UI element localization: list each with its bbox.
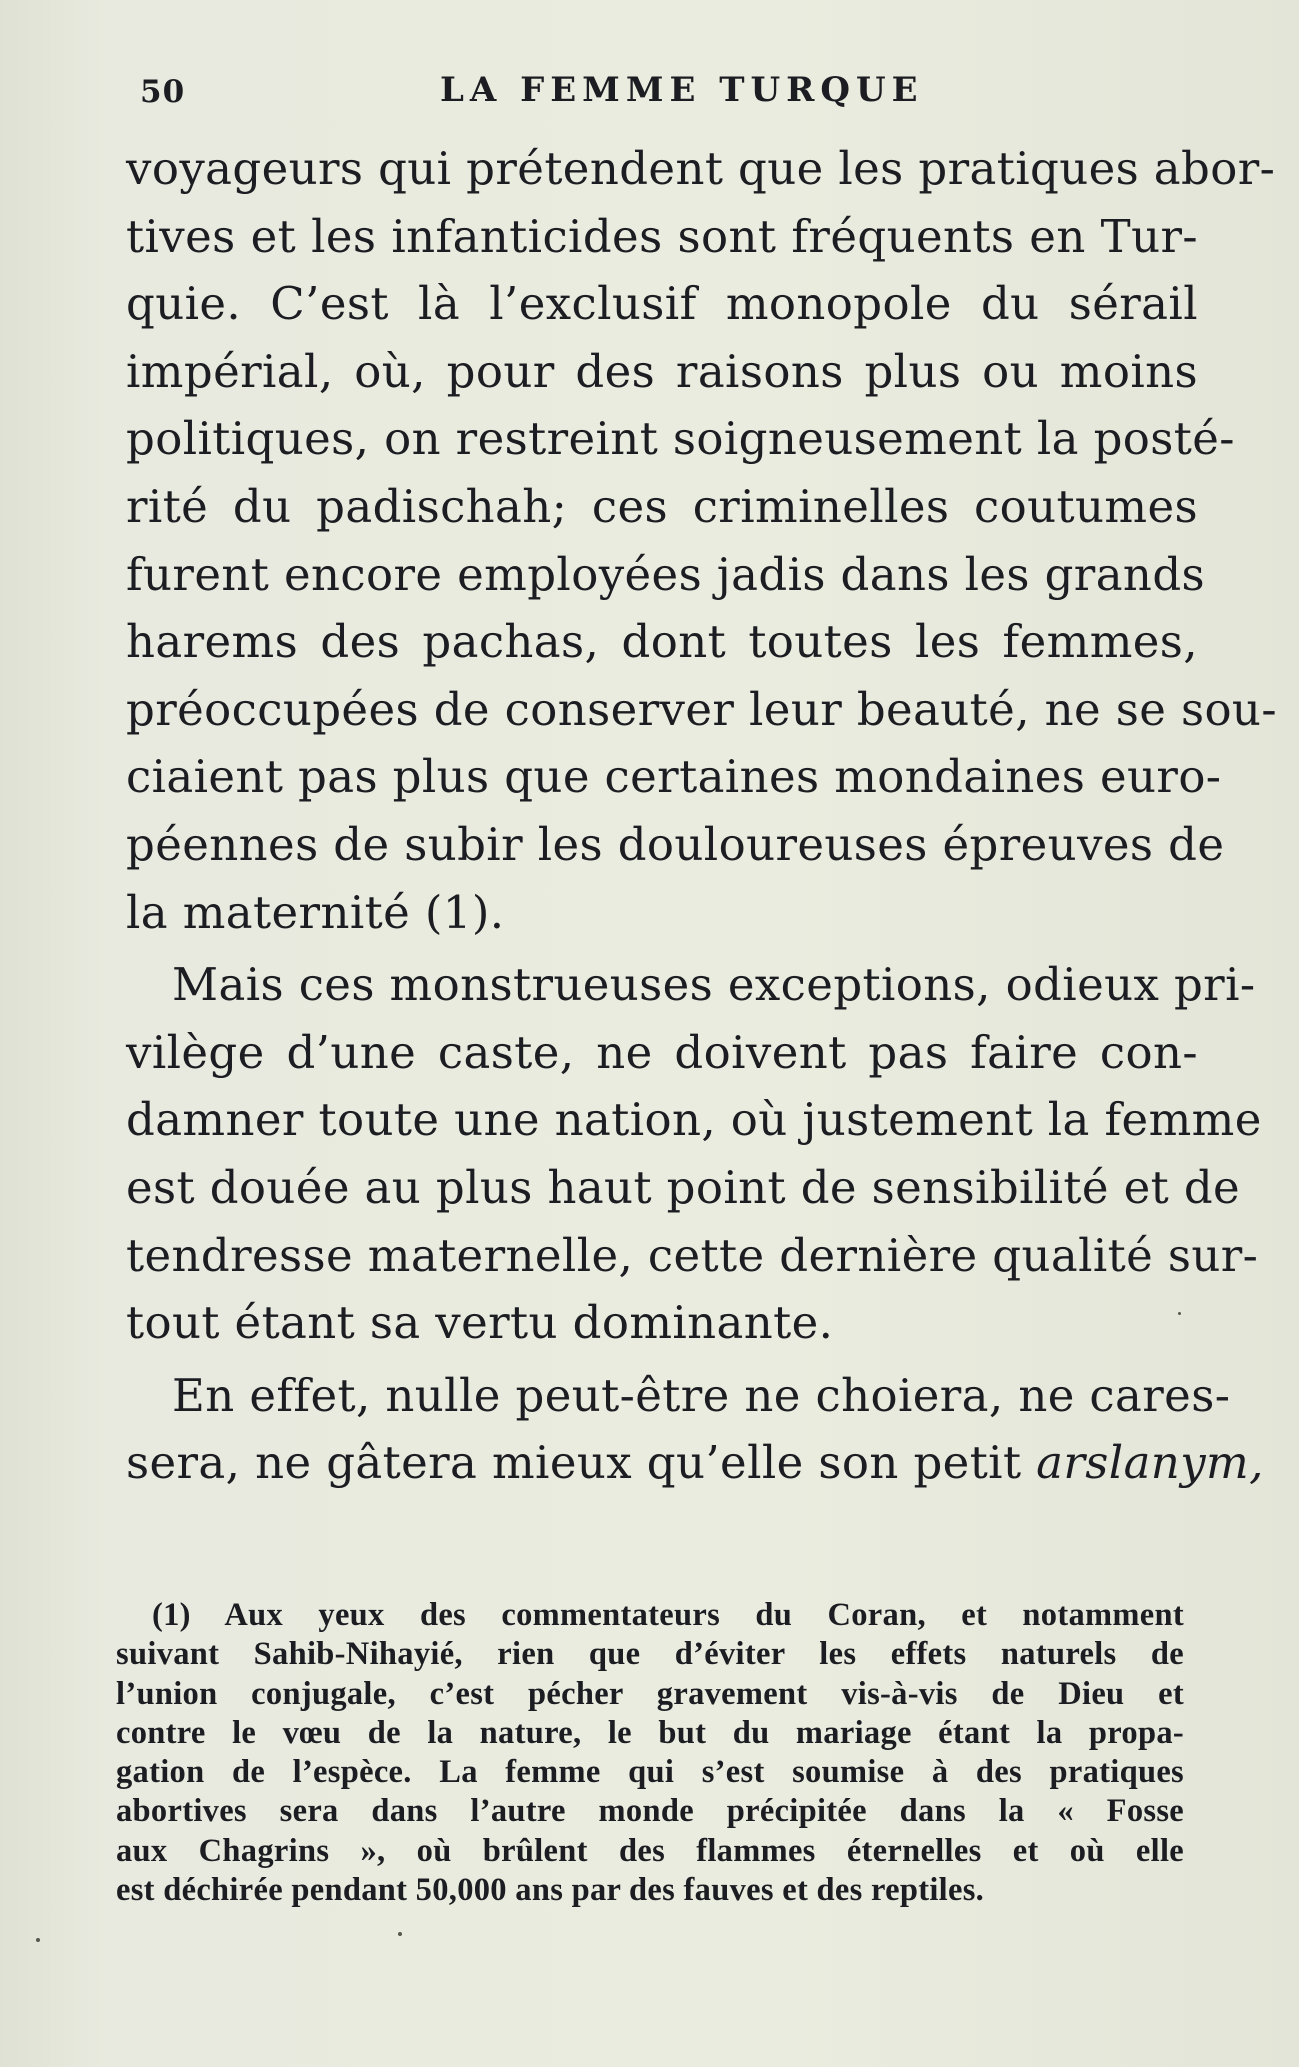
text-line: furent encore employées jadis dans les grands [126,547,1206,601]
footnote-line: aux Chagrins », où brûlent des flammes éternelles et où elle [116,1832,1184,1869]
paragraph-start-line: En effet, nulle peut-être ne choiera, ne cares- [172,1368,1231,1422]
paragraph-start-line: Mais ces monstrueuses exceptions, odieux pri- [172,958,1256,1012]
text-line: est douée au plus haut point de sensibilité et de [126,1160,1241,1214]
text-line: la maternité (1). [126,885,505,939]
page-number: 50 [140,74,186,110]
paper-speck [36,1938,40,1942]
footnote-line: suivant Sahib-Nihayié, rien que d’éviter les effets naturels de [116,1636,1184,1673]
footnote-line: gation de l’espèce. La femme qui s’est soumise à des pratiques [116,1754,1184,1791]
main-text [126,135,1277,1497]
text-line: voyageurs qui prétendent que les pratiques abor- [126,142,1276,195]
text-line: tives et les infanticides sont fréquents en Tur- [126,209,1198,263]
text-line: vilège d’une caste, ne doivent pas faire con- [126,1025,1198,1079]
text-line: rité du padischah; ces criminelles coutumes [126,479,1198,533]
italic-word: arslanym, [1036,1436,1264,1490]
footnote-line: contre le vœu de la nature, le but du mariage étant la propa- [116,1714,1184,1751]
footnote-line: (1) Aux yeux des commentateurs du Coran, et notamment [152,1597,1184,1633]
text-segment: sera, ne gâtera mieux qu’elle son petit [126,1436,1037,1490]
footnote-block [116,1596,1184,1910]
footnote-line: est déchirée pendant 50,000 ans par des fauves et des reptiles. [116,1872,985,1909]
text-line-with-italic [126,1429,1264,1497]
paper-speck [398,1932,402,1936]
running-title: LA FEMME TURQUE [440,70,924,110]
footnote-line: abortives sera dans l’autre monde précipitée dans la « Fosse [116,1793,1184,1830]
text-line: ciaient pas plus que certaines mondaines euro- [126,750,1222,804]
text-line: tout étant sa vertu dominante. [126,1296,834,1350]
text-line: harems des pachas, dont toutes les femmes, [126,615,1198,669]
text-line: tendresse maternelle, cette dernière qualité sur- [126,1228,1259,1282]
page-header [140,70,1200,120]
text-line: préoccupées de conserver leur beauté, ne se sou- [126,682,1277,736]
footnote-line: l’union conjugale, c’est pécher gravement vis-à-vis de Dieu et [116,1675,1184,1712]
text-line: impérial, où, pour des raisons plus ou moins [126,344,1198,398]
text-line: quie. C’est là l’exclusif monopole du sérail [126,277,1198,331]
text-line: politiques, on restreint soigneusement la posté- [126,412,1235,466]
text-line: damner toute une nation, où justement la femme [126,1093,1262,1147]
text-line: péennes de subir les douloureuses épreuves de [126,817,1225,871]
paper-speck [1178,1312,1181,1315]
